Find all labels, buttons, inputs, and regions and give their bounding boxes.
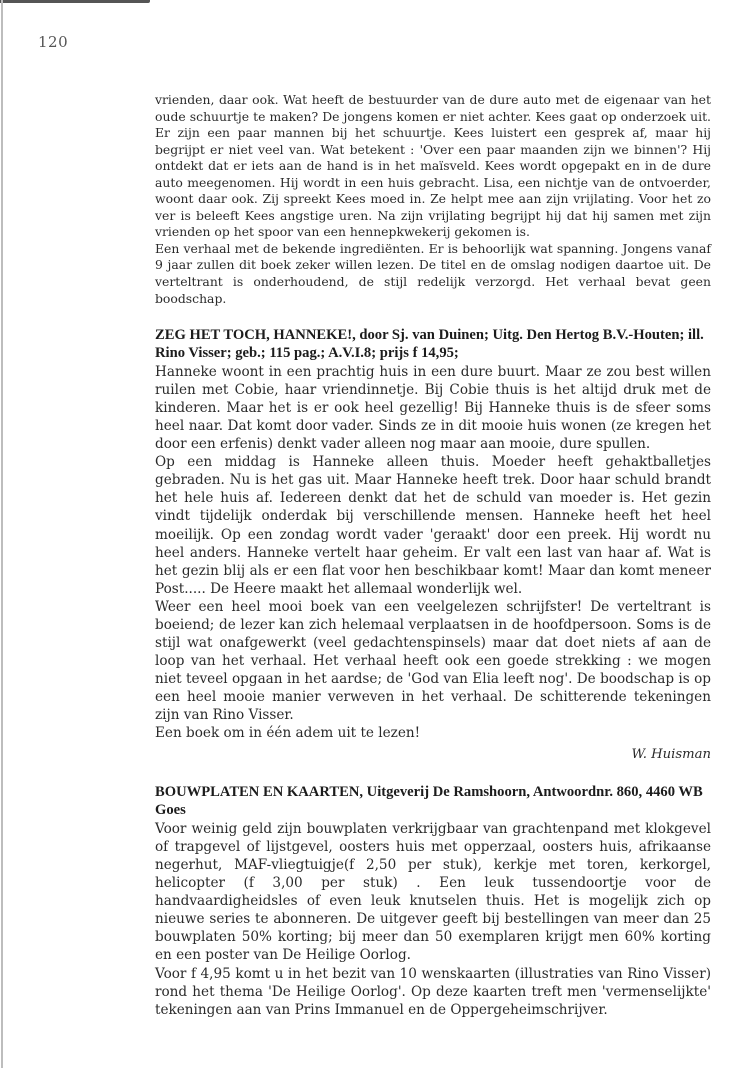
review-bouwplaten <box>155 784 711 1019</box>
paragraph: Op een middag is Hanneke alleen thuis. Moeder heeft gehaktballetjes gebraden. Nu is het gas uit. Maar Hanneke heeft trek. Door haar schuld brandt het hele huis af. Iedereen denkt dat het de schuld van moeder is. Het gezin vindt tijdelijk onderdak bij verschillende mensen. Hanneke heeft het heel moeilijk. Op een zondag wordt vader 'geraakt' door een preek. Hij wordt nu heel anders. Hanneke vertelt haar geheim. Er valt een last van haar af. Wat is het gezin blij als er een flat voor hen beschikbaar komt! Maar dan komt meneer Post..... De Heere maakt het allemaal wonderlijk wel. <box>155 454 711 597</box>
page-number: 120 <box>38 33 69 51</box>
paragraph: Voor f 4,95 komt u in het bezit van 10 wenskaarten (illustraties van Rino Visser) rond het thema 'De Heilige Oorlog'. Op deze kaarten treft men 'vermenselijkte' tekeningen aan van Prins Immanuel en de Oppergeheimschrijver. <box>155 965 711 1018</box>
page-edge-top <box>0 0 150 3</box>
reviewer-signature: W. Huisman <box>631 747 711 763</box>
review-hanneke <box>155 327 711 764</box>
paragraph: Voor weinig geld zijn bouwplaten verkrijgbaar van grachtenpand met klokgevel of trapgevel of lijstgevel, oosters huis met opperzaal, oosters huis, afrikaanse negerhut, MAF-vliegtuigje(f 2,50 per stuk), kerkje met toren, kerkorgel, helicopter (f 3,00 per stuk) . Een leuk tussendoortje voor de handvaardigheidsles of even leuk knutselen thuis. Het is mogelijk zich op nieuwe series te abonneren. De uitgever geeft bij bestellingen van meer dan 25 bouwplaten 50% korting; bij meer dan 50 exemplaren krijgt men 60% korting en een poster van De Heilige Oorlog. <box>155 821 711 964</box>
paragraph: Een boek om in één adem uit te lezen! <box>155 725 421 742</box>
paragraph: Weer een heel mooi boek van een veelgelezen schrijfster! De verteltrant is boeiend; de lezer kan zich helemaal verplaatsen in de hoofdpersoon. Soms is de stijl wat onafgewerkt (veel gedachtenspinsels) maar dat doet niets af aan de loop van het verhaal. Het verhaal heeft ook een goede strekking : we mogen niet teveel opgaan in het aardse; de 'God van Elia leeft nog'. De boodschap is op een heel mooie manier verweven in het verhaal. De schitterende tekeningen zijn van Rino Visser. <box>155 598 711 723</box>
page-edge-left <box>1 0 3 1068</box>
review-body <box>155 820 711 1019</box>
paragraph: vrienden, daar ook. Wat heeft de bestuurder van de dure auto met de eigenaar van het oude schuurtje te maken? De jongens komen er niet achter. Kees gaat op onderzoek uit. Er zijn een paar mannen bij het schuurtje. Kees luistert een gesprek af, maar hij begrijpt er niet veel van. Wat betekent : 'Over een paar maanden zijn we binnen'? Hij ontdekt dat er iets aan de hand is in het maïsveld. Kees wordt opgepakt en in de dure auto meegenomen. Hij wordt in een huis gebracht. Lisa, een nichtje van de ontvoerder, woont daar ook. Zij spreekt Kees moed in. Ze helpt mee aan zijn vrijlating. Voor het zo ver is beleeft Kees angstige uren. Na zijn vrijlating begrijpt hij dat hij samen met zijn vrienden op het spoor van een hennepkwekerij gekomen is. <box>155 92 711 240</box>
paragraph: Een verhaal met de bekende ingrediënten. Er is behoorlijk wat spanning. Jongens vanaf 9 jaar zullen dit boek zeker willen lezen. De titel en de omslag nodigen daartoe uit. De verteltrant is onderhoudend, de stijl redelijk verzorgd. Het verhaal bevat geen boodschap. <box>155 240 711 306</box>
review-heading: ZEG HET TOCH, HANNEKE!, door Sj. van Duinen; Uitg. Den Hertog B.V.-Houten; ill. Rino Visser; geb.; 115 pag.; A.V.I.8; prijs f 14,95; <box>155 327 704 361</box>
page-content <box>155 92 711 1019</box>
intro-review <box>155 92 711 307</box>
paragraph: Hanneke woont in een prachtig huis in een dure buurt. Maar ze zou best willen ruilen met Cobie, haar vriendinnetje. Bij Cobie thuis is het altijd druk met de kinderen. Maar het is er ook heel gezellig! Bij Hanneke thuis is de sfeer soms heel naar. Dat komt door vader. Sinds ze in dit mooie huis wonen (ze kregen het door een erfenis) denkt vader alleen nog maar aan mooie, dure spullen. <box>155 364 711 453</box>
review-heading: BOUWPLATEN EN KAARTEN, Uitgeverij De Ramshoorn, Antwoordnr. 860, 4460 WB Goes <box>155 784 703 818</box>
review-body <box>155 363 711 764</box>
